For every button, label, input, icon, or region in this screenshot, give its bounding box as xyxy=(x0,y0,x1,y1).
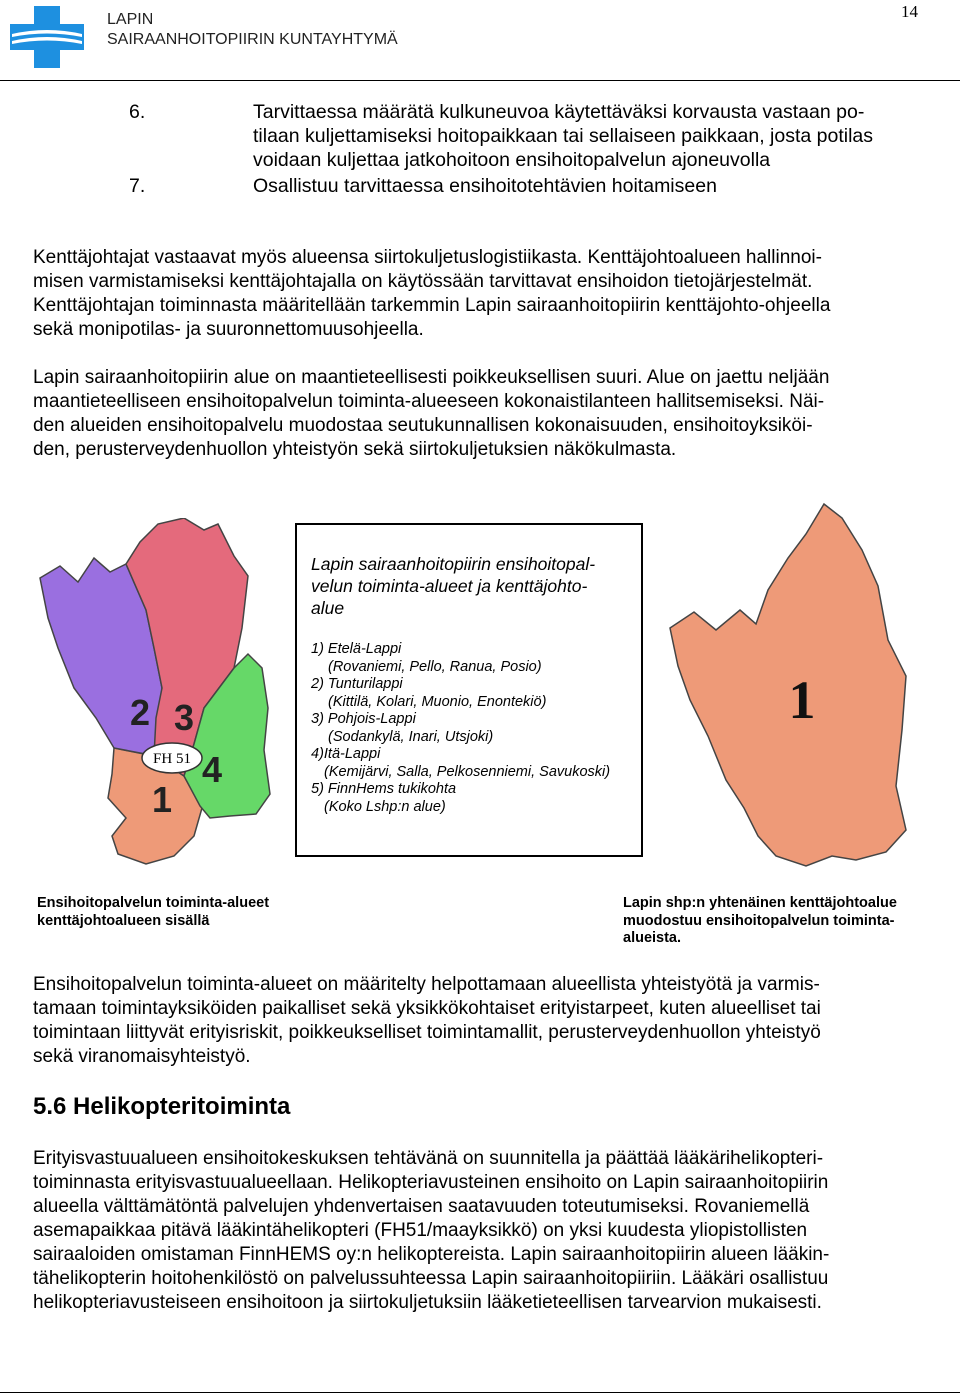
legend-title-line: alue xyxy=(311,598,345,618)
caption-line: Ensihoitopalvelun toiminta-alueet xyxy=(37,895,270,911)
medical-cross-logo-icon xyxy=(8,4,86,70)
paragraph-line: tamaan toimintayksiköiden paikalliset sekä yksikkökohtaiset erityistarpeet, kuten alueelliset tai xyxy=(33,998,821,1019)
paragraph-helicopter-operations xyxy=(33,1147,923,1315)
list-item-text xyxy=(253,174,933,198)
map-label-unified: 1 xyxy=(788,670,816,730)
paragraph-line: sairaaloiden omistaman FinnHEMS oy:n helikoptereista. Lapin sairaanhoitopiirin alueen lääkin- xyxy=(33,1244,830,1265)
list-line: Tarvittaessa määrätä kulkuneuvoa käytettäväksi korvausta vastaan po- xyxy=(253,101,865,123)
paragraph-line: toimintaan liittyvät erityisriskit, poikkeukselliset toimintamallit, perusterveydenhuollon yhteistyö xyxy=(33,1022,821,1043)
paragraph-field-commanders xyxy=(33,246,923,342)
legend-item-label: 3) Pohjois-Lappi xyxy=(311,711,416,727)
legend-title-line: Lapin sairaanhoitopiirin ensihoitopal- xyxy=(311,554,596,574)
list-item-text xyxy=(253,100,933,172)
list-line: voidaan kuljettaa jatkohoitoon ensihoitopalvelun ajoneuvolla xyxy=(253,149,771,171)
helicopter-base-label: FH 51 xyxy=(153,751,191,767)
legend-item-sub: (Koko Lshp:n alue) xyxy=(324,798,446,815)
paragraph-line: misen varmistamiseksi kenttäjohtajalla on käytössään tarvittavat ensihoidon tietojärjestelmät. xyxy=(33,271,813,292)
paragraph-line: sekä monipotilas- ja suuronnettomuusohjeella. xyxy=(33,319,424,340)
paragraph-line: maantieteelliseen ensihoitopalvelun toiminta-alueeseen kokonaistilanteen hallitsemiseksi. Näi- xyxy=(33,391,825,412)
paragraph-line: tähelikopterin hoitohenkilöstö on palvelussuhteessa Lapin sairaanhoitopiiriin. Lääkäri osallistuu xyxy=(33,1268,829,1289)
page-number: 14 xyxy=(901,2,918,21)
paragraph-line: Erityisvastuualueen ensihoitokeskuksen tehtävänä on suunnitella ja päättää lääkärihelikopteri- xyxy=(33,1148,824,1169)
org-line-1: LAPIN xyxy=(107,11,154,28)
paragraph-line: alueella välttämätöntä palvelujen yhdenvertaisen saatavuuden toteutumiseksi. Rovaniemellä xyxy=(33,1196,810,1217)
map-label-2: 2 xyxy=(130,692,151,733)
org-line-2: SAIRAANHOITOPIIRIN KUNTAYHTYMÄ xyxy=(107,31,398,48)
map-label-3: 3 xyxy=(174,697,195,738)
paragraph-line: asemapaikkaa pitävä lääkintähelikopteri (FH51/maayksikkö) on yksi kuudesta yliopistollisten xyxy=(33,1220,808,1241)
legend-item-sub: (Kittilä, Kolari, Muonio, Enontekiö) xyxy=(328,693,547,710)
legend-item-label: 4)Itä-Lappi xyxy=(311,746,381,762)
left-region-map xyxy=(34,518,296,868)
legend-title xyxy=(311,553,595,619)
legend-item-sub: (Sodankylä, Inari, Utsjoki) xyxy=(328,728,494,745)
paragraph-line: Lapin sairaanhoitopiirin alue on maantieteellisesti poikkeuksellisen suuri. Alue on jaettu neljään xyxy=(33,367,830,388)
caption-line: muodostuu ensihoitopalvelun toiminta- xyxy=(623,912,895,929)
paragraph-line: Kenttäjohtajat vastaavat myös alueensa siirtokuljetuslogistiikasta. Kenttäjohtoalueen hallinnoi- xyxy=(33,247,822,268)
paragraph-line: Ensihoitopalvelun toiminta-alueet on määritelty helpottamaan alueellista yhteistyötä ja varmis- xyxy=(33,974,820,995)
section-heading: 5.6 Helikopteritoiminta xyxy=(33,1093,291,1120)
legend-items xyxy=(311,641,610,816)
paragraph-line: sekä viranomaisyhteistyö. xyxy=(33,1046,251,1067)
map-label-1: 1 xyxy=(152,779,173,820)
caption-line: kenttäjohtoalueen sisällä xyxy=(37,912,210,929)
legend-item-label: 5) FinnHems tukikohta xyxy=(311,781,457,797)
list-line: tilaan kuljettamiseksi hoitopaikkaan tai sellaiseen paikkaan, josta potilas xyxy=(253,125,874,147)
list-item-number: 6. xyxy=(129,101,146,123)
right-region-map xyxy=(656,500,910,872)
list-item-number: 7. xyxy=(129,175,146,197)
legend-title-line: velun toiminta-alueet ja kenttäjohto- xyxy=(311,576,588,596)
paragraph-line: Kenttäjohtajan toiminnasta määritellään tarkemmin Lapin sairaanhoitopiirin kenttäjohto-ohjeella xyxy=(33,295,831,316)
map-label-4: 4 xyxy=(202,749,223,790)
legend-item-sub: (Kemijärvi, Salla, Pelkosenniemi, Savukoski) xyxy=(324,763,611,780)
organization-name xyxy=(107,10,398,50)
legend-item-label: 2) Tunturilappi xyxy=(311,676,403,692)
caption-line: Lapin shp:n yhtenäinen kenttäjohtoalue xyxy=(623,895,897,911)
legend-item-sub: (Rovaniemi, Pello, Ranua, Posio) xyxy=(328,658,542,675)
header-rule xyxy=(0,80,960,81)
paragraph-region-size xyxy=(33,366,923,462)
paragraph-operating-areas xyxy=(33,973,923,1069)
footer-rule xyxy=(0,1392,960,1393)
right-map-caption xyxy=(623,895,897,948)
paragraph-line: helikopteriavusteiseen ensihoitoon ja siirtokuljetuksiin lääketieteellisen tarvearvion mukaisesti. xyxy=(33,1292,822,1313)
paragraph-line: den alueiden ensihoitopalvelu muodostaa seutukunnallisen kokonaisuuden, ensihoitoyksiköi- xyxy=(33,415,813,436)
list-line: Osallistuu tarvittaessa ensihoitotehtävien hoitamiseen xyxy=(253,175,717,197)
left-map-caption xyxy=(37,895,269,930)
caption-line: alueista. xyxy=(623,930,682,946)
paragraph-line: toiminnasta erityisvastuualueellaan. Helikopteriavusteinen ensihoito on Lapin sairaanhoitopiirin xyxy=(33,1172,829,1193)
paragraph-line: den, perusterveydenhuollon yhteistyön sekä siirtokuljetuksien näkökulmasta. xyxy=(33,439,677,460)
legend-item-label: 1) Etelä-Lappi xyxy=(311,641,402,657)
